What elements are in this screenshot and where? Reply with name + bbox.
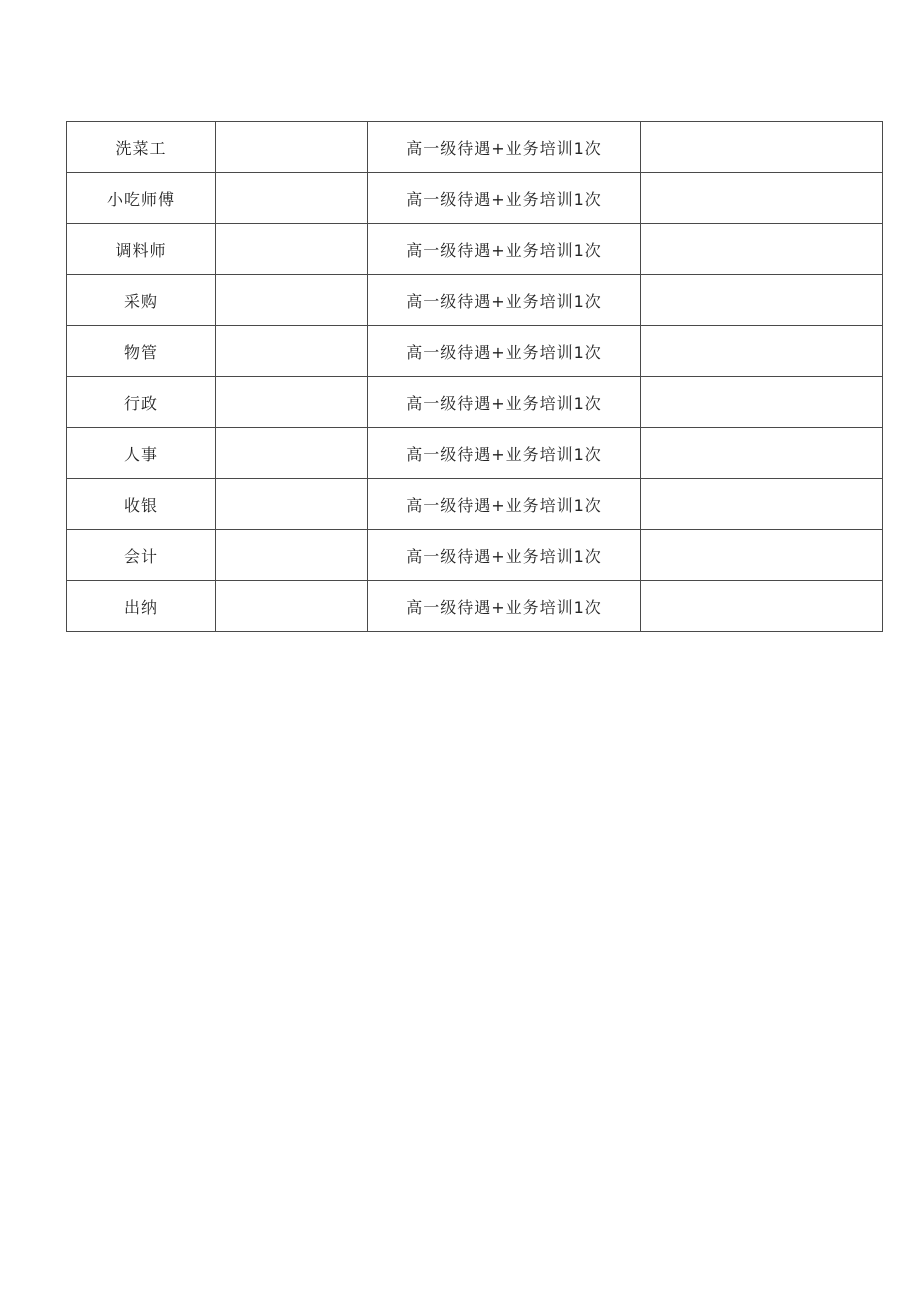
empty-cell — [216, 581, 368, 632]
role-cell: 小吃师傅 — [67, 173, 216, 224]
empty-cell — [216, 530, 368, 581]
role-cell: 行政 — [67, 377, 216, 428]
table-row — [67, 581, 883, 632]
table-row — [67, 428, 883, 479]
table-row — [67, 224, 883, 275]
table-row — [67, 173, 883, 224]
empty-cell — [216, 428, 368, 479]
benefit-cell: 高一级待遇+业务培训1次 — [368, 275, 641, 326]
empty-cell — [641, 224, 883, 275]
empty-cell — [641, 530, 883, 581]
table-row — [67, 122, 883, 173]
role-cell: 出纳 — [67, 581, 216, 632]
role-cell: 物管 — [67, 326, 216, 377]
role-cell: 会计 — [67, 530, 216, 581]
benefit-cell: 高一级待遇+业务培训1次 — [368, 479, 641, 530]
empty-cell — [641, 173, 883, 224]
empty-cell — [641, 479, 883, 530]
benefit-cell: 高一级待遇+业务培训1次 — [368, 377, 641, 428]
empty-cell — [641, 581, 883, 632]
benefit-cell: 高一级待遇+业务培训1次 — [368, 224, 641, 275]
table-row — [67, 275, 883, 326]
empty-cell — [216, 173, 368, 224]
table-row — [67, 326, 883, 377]
empty-cell — [216, 275, 368, 326]
role-cell: 调料师 — [67, 224, 216, 275]
empty-cell — [216, 479, 368, 530]
benefit-cell: 高一级待遇+业务培训1次 — [368, 428, 641, 479]
benefit-cell: 高一级待遇+业务培训1次 — [368, 173, 641, 224]
empty-cell — [641, 428, 883, 479]
empty-cell — [641, 377, 883, 428]
empty-cell — [641, 326, 883, 377]
table-row — [67, 377, 883, 428]
table-row — [67, 479, 883, 530]
benefit-cell: 高一级待遇+业务培训1次 — [368, 122, 641, 173]
empty-cell — [216, 326, 368, 377]
benefit-cell: 高一级待遇+业务培训1次 — [368, 581, 641, 632]
role-cell: 采购 — [67, 275, 216, 326]
empty-cell — [641, 275, 883, 326]
benefit-cell: 高一级待遇+业务培训1次 — [368, 530, 641, 581]
role-cell: 洗菜工 — [67, 122, 216, 173]
empty-cell — [216, 377, 368, 428]
role-cell: 收银 — [67, 479, 216, 530]
empty-cell — [641, 122, 883, 173]
roles-benefits-table — [66, 121, 883, 632]
empty-cell — [216, 122, 368, 173]
benefit-cell: 高一级待遇+业务培训1次 — [368, 326, 641, 377]
role-cell: 人事 — [67, 428, 216, 479]
empty-cell — [216, 224, 368, 275]
table-row — [67, 530, 883, 581]
